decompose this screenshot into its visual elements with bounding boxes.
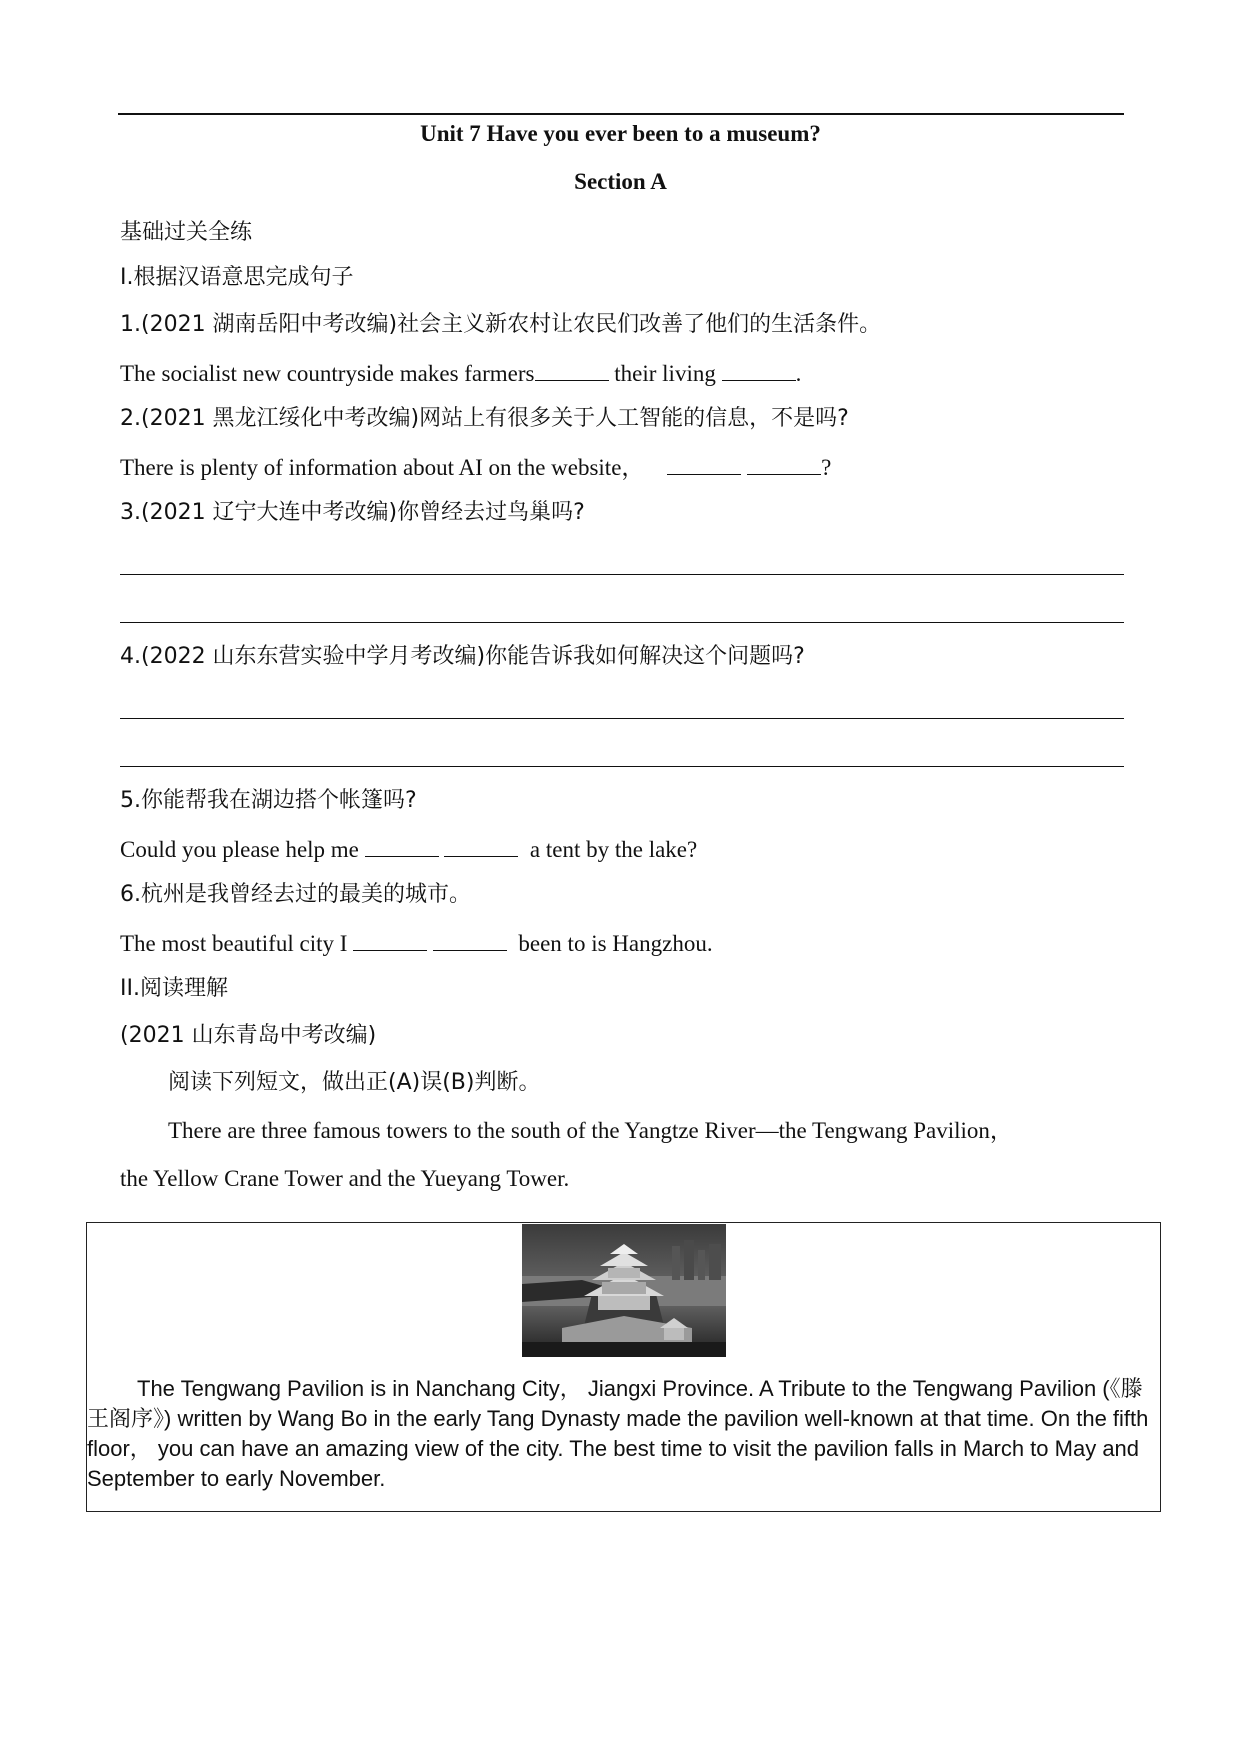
question-6-chinese: 6.杭州是我曾经去过的最美的城市。: [120, 882, 471, 907]
instruction: 阅读下列短文，做出正(A)误(B)判断。: [168, 1070, 541, 1095]
header-rule: [118, 113, 1124, 115]
section-title: Section A: [574, 169, 667, 194]
q2-text-a: There is plenty of information about AI on the website，: [120, 455, 645, 480]
intro-line-1: There are three famous towers to the south of the Yangtze River—the Tengwang Pavilion，: [168, 1118, 1013, 1143]
answer-line[interactable]: [120, 718, 1124, 719]
answer-blank[interactable]: [747, 452, 821, 475]
article-text: [87, 1374, 1158, 1494]
unit-title: Unit 7 Have you ever been to a museum?: [420, 121, 821, 146]
q6-text-b: been to is Hangzhou.: [518, 931, 713, 956]
question-2-chinese: 2.(2021 黑龙江绥化中考改编)网站上有很多关于人工智能的信息，不是吗?: [120, 406, 849, 431]
question-5-chinese: 5.你能帮我在湖边搭个帐篷吗?: [120, 788, 417, 813]
answer-blank[interactable]: [667, 452, 741, 475]
part1-heading: I.根据汉语意思完成句子: [120, 265, 354, 290]
question-1-english: [120, 358, 801, 388]
tengwang-pavilion-photo: [522, 1224, 726, 1357]
pavilion-night-image: [522, 1224, 726, 1357]
question-2-english: [120, 452, 831, 482]
article-box: [86, 1222, 1161, 1512]
source-note: (2021 山东青岛中考改编): [120, 1023, 377, 1048]
answer-line[interactable]: [120, 622, 1124, 623]
q2-text-c: ?: [821, 455, 832, 480]
answer-blank[interactable]: [353, 928, 427, 951]
q6-text-a: The most beautiful city I: [120, 931, 348, 956]
answer-blank[interactable]: [365, 834, 439, 857]
q1-text-b: their living: [614, 361, 716, 386]
question-4-chinese: 4.(2022 山东东营实验中学月考改编)你能告诉我如何解决这个问题吗?: [120, 644, 805, 669]
article-paragraph: The Tengwang Pavilion is in Nanchang City， Jiangxi Province. A Tribute to the Tengwang Pavilion (《滕王阁序》) written by Wang Bo in the early Tang Dynasty made the pavilion well-known at that time. On the fifth floor， you can have an amazing view of the city. The best time to visit the pavilion falls in March to May and September to early November.: [87, 1376, 1149, 1491]
question-1-chinese: 1.(2021 湖南岳阳中考改编)社会主义新农村让农民们改善了他们的生活条件。: [120, 312, 882, 337]
answer-line[interactable]: [120, 766, 1124, 767]
part2-heading: II.阅读理解: [120, 976, 228, 1001]
q1-text-a: The socialist new countryside makes farmers: [120, 361, 535, 386]
answer-blank[interactable]: [433, 928, 507, 951]
question-6-english: [120, 928, 713, 958]
q5-text-a: Could you please help me: [120, 837, 359, 862]
answer-blank[interactable]: [444, 834, 518, 857]
answer-blank[interactable]: [535, 358, 609, 381]
answer-blank[interactable]: [722, 358, 796, 381]
q1-text-c: .: [795, 361, 802, 386]
exercise-category: 基础过关全练: [120, 220, 253, 245]
q5-text-b: a tent by the lake?: [529, 837, 698, 862]
question-5-english: [120, 834, 697, 864]
intro-line-2: the Yellow Crane Tower and the Yueyang Tower.: [120, 1166, 570, 1191]
question-3-chinese: 3.(2021 辽宁大连中考改编)你曾经去过鸟巢吗?: [120, 500, 585, 525]
answer-line[interactable]: [120, 574, 1124, 575]
